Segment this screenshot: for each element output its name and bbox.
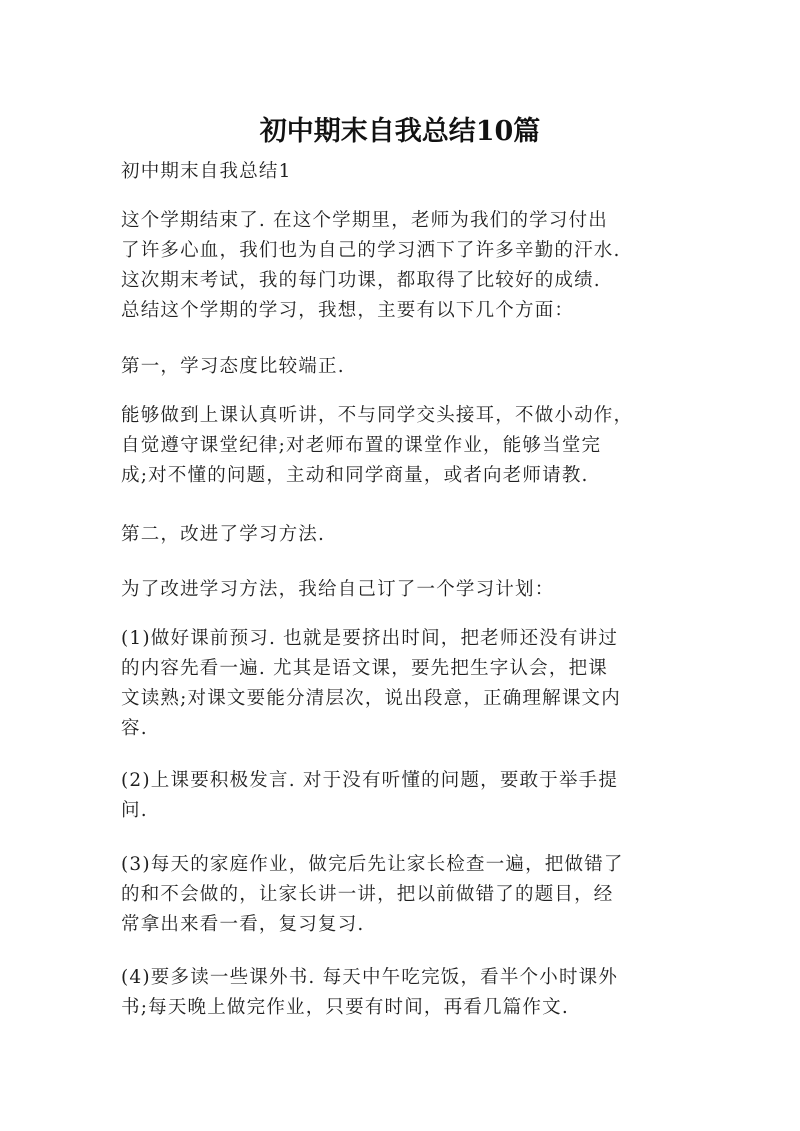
text-line: 能够做到上课认真听讲，不与同学交头接耳，不做小动作， [121,405,634,426]
paragraph-plan [121,575,681,605]
paragraph-item-4 [121,963,681,1023]
text-line: 的和不会做的，让家长讲一讲，把以前做错了的题目，经 [121,884,614,905]
paragraph-attitude [121,401,681,491]
text-line: 第二，改进了学习方法. [121,524,326,545]
text-line: 的内容先看一遍. 尤其是语文课，要先把生字认会，把课 [121,658,608,679]
text-line: 总结这个学期的学习，我想，主要有以下几个方面： [121,300,575,321]
text-line: 文读熟;对课文要能分清层次，说出段意，正确理解课文内 [121,688,621,709]
paragraph-point-one [121,352,681,382]
paragraph-item-3 [121,850,681,940]
text-line: 第一，学习态度比较端正. [121,356,345,377]
text-line: 问. [121,800,148,821]
text-line: 常拿出来看一看，复习复习. [121,914,365,935]
text-line: (4)要多读一些课外书. 每天中午吃完饭，看半个小时课外 [121,967,619,988]
text-line: 成;对不懂的问题，主动和同学商量，或者向老师请教. [121,465,589,486]
paragraph-item-1 [121,624,681,744]
text-line: 这个学期结束了. 在这个学期里，老师为我们的学习付出 [121,210,608,231]
text-line: (3)每天的家庭作业，做完后先让家长检查一遍，把做错了 [121,854,624,875]
text-line: 为了改进学习方法，我给自己订了一个学习计划： [121,579,555,600]
text-line: 这次期末考试，我的每门功课，都取得了比较好的成绩. [121,270,601,291]
text-line: 自觉遵守课堂纪律;对老师布置的课堂作业，能够当堂完 [121,435,602,456]
paragraph-intro [121,206,681,326]
paragraph-item-2 [121,766,681,826]
text-line: (1)做好课前预习. 也就是要挤出时间，把老师还没有讲过 [121,628,619,649]
paragraph-point-two [121,520,681,550]
section-heading: 初中期末自我总结1 [121,161,292,182]
text-line: (2)上课要积极发言. 对于没有听懂的问题，要敢于举手提 [121,770,619,791]
document-title: 初中期末自我总结10篇 [259,116,541,147]
text-line: 容. [121,718,148,739]
text-line: 书;每天晚上做完作业，只要有时间，再看几篇作文. [121,997,569,1018]
text-line: 了许多心血，我们也为自己的学习洒下了许多辛勤的汗水. [121,240,621,261]
